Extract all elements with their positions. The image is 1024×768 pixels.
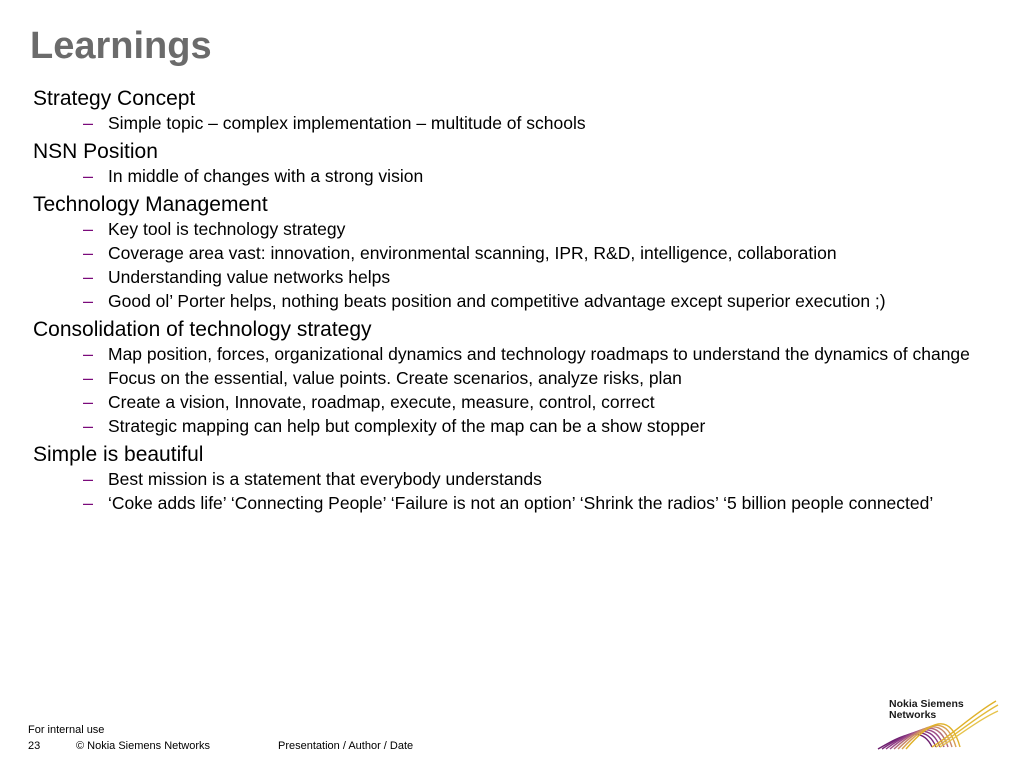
- bullet-item: – Strategic mapping can help but complexity of the map can be a show stopper: [83, 416, 706, 436]
- bullet-list: [33, 168, 1008, 185]
- section-technology-management: [33, 192, 1008, 310]
- section-heading: Consolidation of technology strategy: [33, 318, 372, 341]
- dash-marker: –: [83, 243, 94, 263]
- bullet-item: – Map position, forces, organizational dynamics and technology roadmaps to understand the dynamics of change: [83, 344, 970, 364]
- section-simple-is-beautiful: [33, 442, 1008, 512]
- dash-marker: –: [83, 166, 94, 186]
- bullet-list: [33, 471, 1008, 512]
- bullet-item: – ‘Coke adds life’ ‘Connecting People’ ‘Failure is not an option’ ‘Shrink the radios’ ‘5 billion people connected’: [83, 493, 934, 513]
- footer-classification: For internal use: [28, 724, 105, 736]
- bullet-item: – Create a vision, Innovate, roadmap, execute, measure, control, correct: [83, 392, 655, 412]
- nsn-logo: [872, 695, 1002, 755]
- footer-page-number: 23: [28, 740, 41, 752]
- dash-marker: –: [83, 344, 94, 364]
- bullet-list: [33, 115, 1008, 132]
- dash-marker: –: [83, 469, 94, 489]
- dash-marker: –: [83, 493, 94, 513]
- bullet-item: – In middle of changes with a strong vision: [83, 166, 424, 186]
- bullet-item: – Focus on the essential, value points. Create scenarios, analyze risks, plan: [83, 368, 682, 388]
- dash-marker: –: [83, 416, 94, 436]
- section-strategy-concept: [33, 86, 1008, 132]
- bullet-item: – Key tool is technology strategy: [83, 219, 346, 239]
- section-consolidation: [33, 317, 1008, 435]
- dash-marker: –: [83, 392, 94, 412]
- section-nsn-position: [33, 139, 1008, 185]
- dash-marker: –: [83, 267, 94, 287]
- bullet-item: – Coverage area vast: innovation, environmental scanning, IPR, R&D, intelligence, collaboration: [83, 243, 837, 263]
- section-heading: NSN Position: [33, 140, 158, 163]
- section-heading: Technology Management: [33, 193, 268, 216]
- bullet-item: – Simple topic – complex implementation – multitude of schools: [83, 113, 586, 133]
- logo-text: Nokia Siemens Networks: [889, 698, 964, 721]
- section-heading: Simple is beautiful: [33, 443, 204, 466]
- bullet-list: [33, 221, 1008, 310]
- slide-title: Learnings: [30, 25, 212, 67]
- section-heading: Strategy Concept: [33, 87, 196, 110]
- dash-marker: –: [83, 219, 94, 239]
- dash-marker: –: [83, 113, 94, 133]
- bullet-list: [33, 346, 1008, 435]
- bullet-item: – Best mission is a statement that everybody understands: [83, 469, 542, 489]
- logo-wave-icon: [872, 695, 1002, 755]
- dash-marker: –: [83, 291, 94, 311]
- footer-presentation: Presentation / Author / Date: [278, 740, 414, 752]
- bullet-item: – Good ol’ Porter helps, nothing beats position and competitive advantage except superior execution ;): [83, 291, 886, 311]
- dash-marker: –: [83, 368, 94, 388]
- slide-body: [33, 86, 1008, 519]
- bullet-item: – Understanding value networks helps: [83, 267, 391, 287]
- footer-copyright: © Nokia Siemens Networks: [76, 740, 211, 752]
